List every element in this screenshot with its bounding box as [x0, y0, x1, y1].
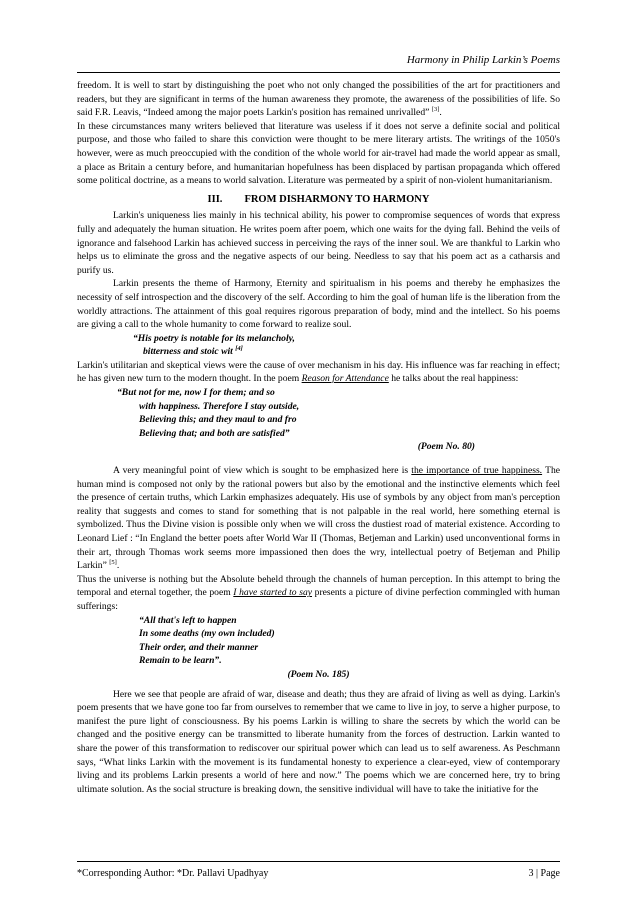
quote-line: Believing this; and they maul to and fro [139, 414, 297, 426]
quote-line: bitterness and stoic wit [4] [143, 345, 243, 358]
poem-reference: (Poem No. 185) [287, 668, 350, 680]
underlined-phrase: the importance of true happiness. [411, 465, 543, 477]
footer-rule [77, 861, 560, 862]
paragraph: A very meaningful point of view which is sought to be emphasized here is the importance of true happiness. The human mind is composed not only by the rational powers but also by the emotional and the instinctive elements which feel the presence of certain truths, which Larkin emphasizes adequately. His use of symbols by any object from man's perception reality that suggests and comes to stand for something that is not palpable in the real world, here something eternal is symbolized. Thus the Divine vision is possible only when we will cross the dustiest road of material existence. According to Leonard Lief : “In England the better poets after World War II (Thomas, Betjeman and Larkin) used unconventional forms in their art, through Thomas work seems more impassioned then does the wry, intellectual poetry of Betjeman and Philip Larkin” [5]. [77, 465, 561, 572]
citation-ref: [3] [431, 106, 440, 114]
citation-ref: [4] [235, 345, 243, 353]
quote-line: “His poetry is notable for its melancholy, [133, 332, 295, 344]
header-rule [77, 72, 560, 73]
page-number: 3 | Page [528, 868, 560, 879]
quote-line: Remain to be learn”. [139, 655, 222, 667]
footer-author: *Corresponding Author: *Dr. Pallavi Upadhyay [77, 868, 269, 879]
running-header: Harmony in Philip Larkin’s Poems [406, 54, 560, 66]
paragraph: Larkin's utilitarian and skeptical views were the cause of over mechanism in his day. His influence was far reaching in effect; he has given new turn to the modern thought. In the poem Reason for Attendance he talks about the real happiness: [77, 359, 560, 385]
main-text [77, 79, 560, 796]
section-title: FROM DISHARMONY TO HARMONY [244, 193, 430, 205]
paragraph: In these circumstances many writers believed that literature was useless if it does not serve a definite social and political purpose, and those who failed to share this conviction were thought to be mere literary artists. The writings of the 1050's however, were as much preoccupied with the condition of the whole world for air-travel had made the world appear as small, a place as Britain a century before, and humanitarian hopefulness has been displaced by partisan propaganda which offered some political doctrine, as a means to world salvation. Literature was permeated by a spirit of non-violent humanitarianism. [77, 120, 560, 187]
poem-reference: (Poem No. 80) [417, 441, 475, 453]
poem-title-link[interactable]: I have started to say [233, 587, 313, 599]
quote-line: In some deaths (my own included) [139, 628, 275, 640]
paragraph: Larkin's uniqueness lies mainly in his technical ability, his power to compromise sequences of words that express fully and adequately the human situation. He writes poem after poem, which one waits for the dying fall. Behind the veils of ignorance and falsehood Larkin has achieved success in perceiving the rays of the inner soul. We are thankful to Larkin who helps us to eliminate the gross and the negative aspects of our being. Needless to say that his poem act as a catharsis and purify us. [77, 210, 560, 276]
paragraph: Here we see that people are afraid of war, disease and death; thus they are afraid of living as well as dying. Larkin's poem presents that we have gone too far from ourselves to remember that we came to live in joy, to serve a higher purpose, to manifest the pure light of consciousness. By his poems Larkin is willing to share the secrets by which the world can be changed and the positive energy can be transmitted to liberate humanity from the forces of destruction. Larkin wanted to share the power of this transformation to rediscover our spiritual power which can lead us to self awareness. As Peschmann says, “What links Larkin with the movement is its fundamental honesty to experience a clear-eyed, view of contemporary living and its problems Larkin presents a world of here and now.” The poems which we are concerned here, try to bring ultimate solution. As the social structure is breaking down, the sensitive individual will have to take the initiative for the [77, 688, 560, 795]
section-number: III. [207, 193, 223, 205]
poem-title-link[interactable]: Reason for Attendance [301, 373, 389, 385]
section-heading [77, 193, 560, 207]
citation-ref: [5] [109, 559, 117, 567]
quote-line: with happiness. Therefore I stay outside, [139, 400, 300, 412]
quote-line: “But not for me, now I for them; and so [117, 387, 275, 399]
quote-line: “All that's left to happen [139, 614, 237, 626]
paragraph: Thus the universe is nothing but the Absolute beheld through the channels of human perception. In this attempt to bring the temporal and eternal together, the poem I have started to say presents a picture of divine perfection commingled with human sufferings: [77, 573, 560, 612]
quote-line: Their order, and their manner [139, 641, 259, 653]
paragraph: Larkin presents the theme of Harmony, Eternity and spiritualism in his poems and thereby he emphasizes the necessity of self introspection and the discovery of the self. According to him the goal of human life is the liberation from the worldly attractions. The attainment of this goal requires rigorous preparation of body, mind and the intellect. So his poems are giving a call to the whole humanity to come forward to realize soul. [77, 278, 560, 331]
paragraph: freedom. It is well to start by distinguishing the poet who not only changed the possibilities of the art for practitioners and readers, but they are significant in terms of the human awareness they promote, the awareness of the possibilities of life. So said F.R. Leavis, “Indeed among the major poets Larkin's position has remained unrivalled” [3]. [77, 80, 560, 119]
quote-line: Believing that; and both are satisfied” [139, 427, 290, 439]
